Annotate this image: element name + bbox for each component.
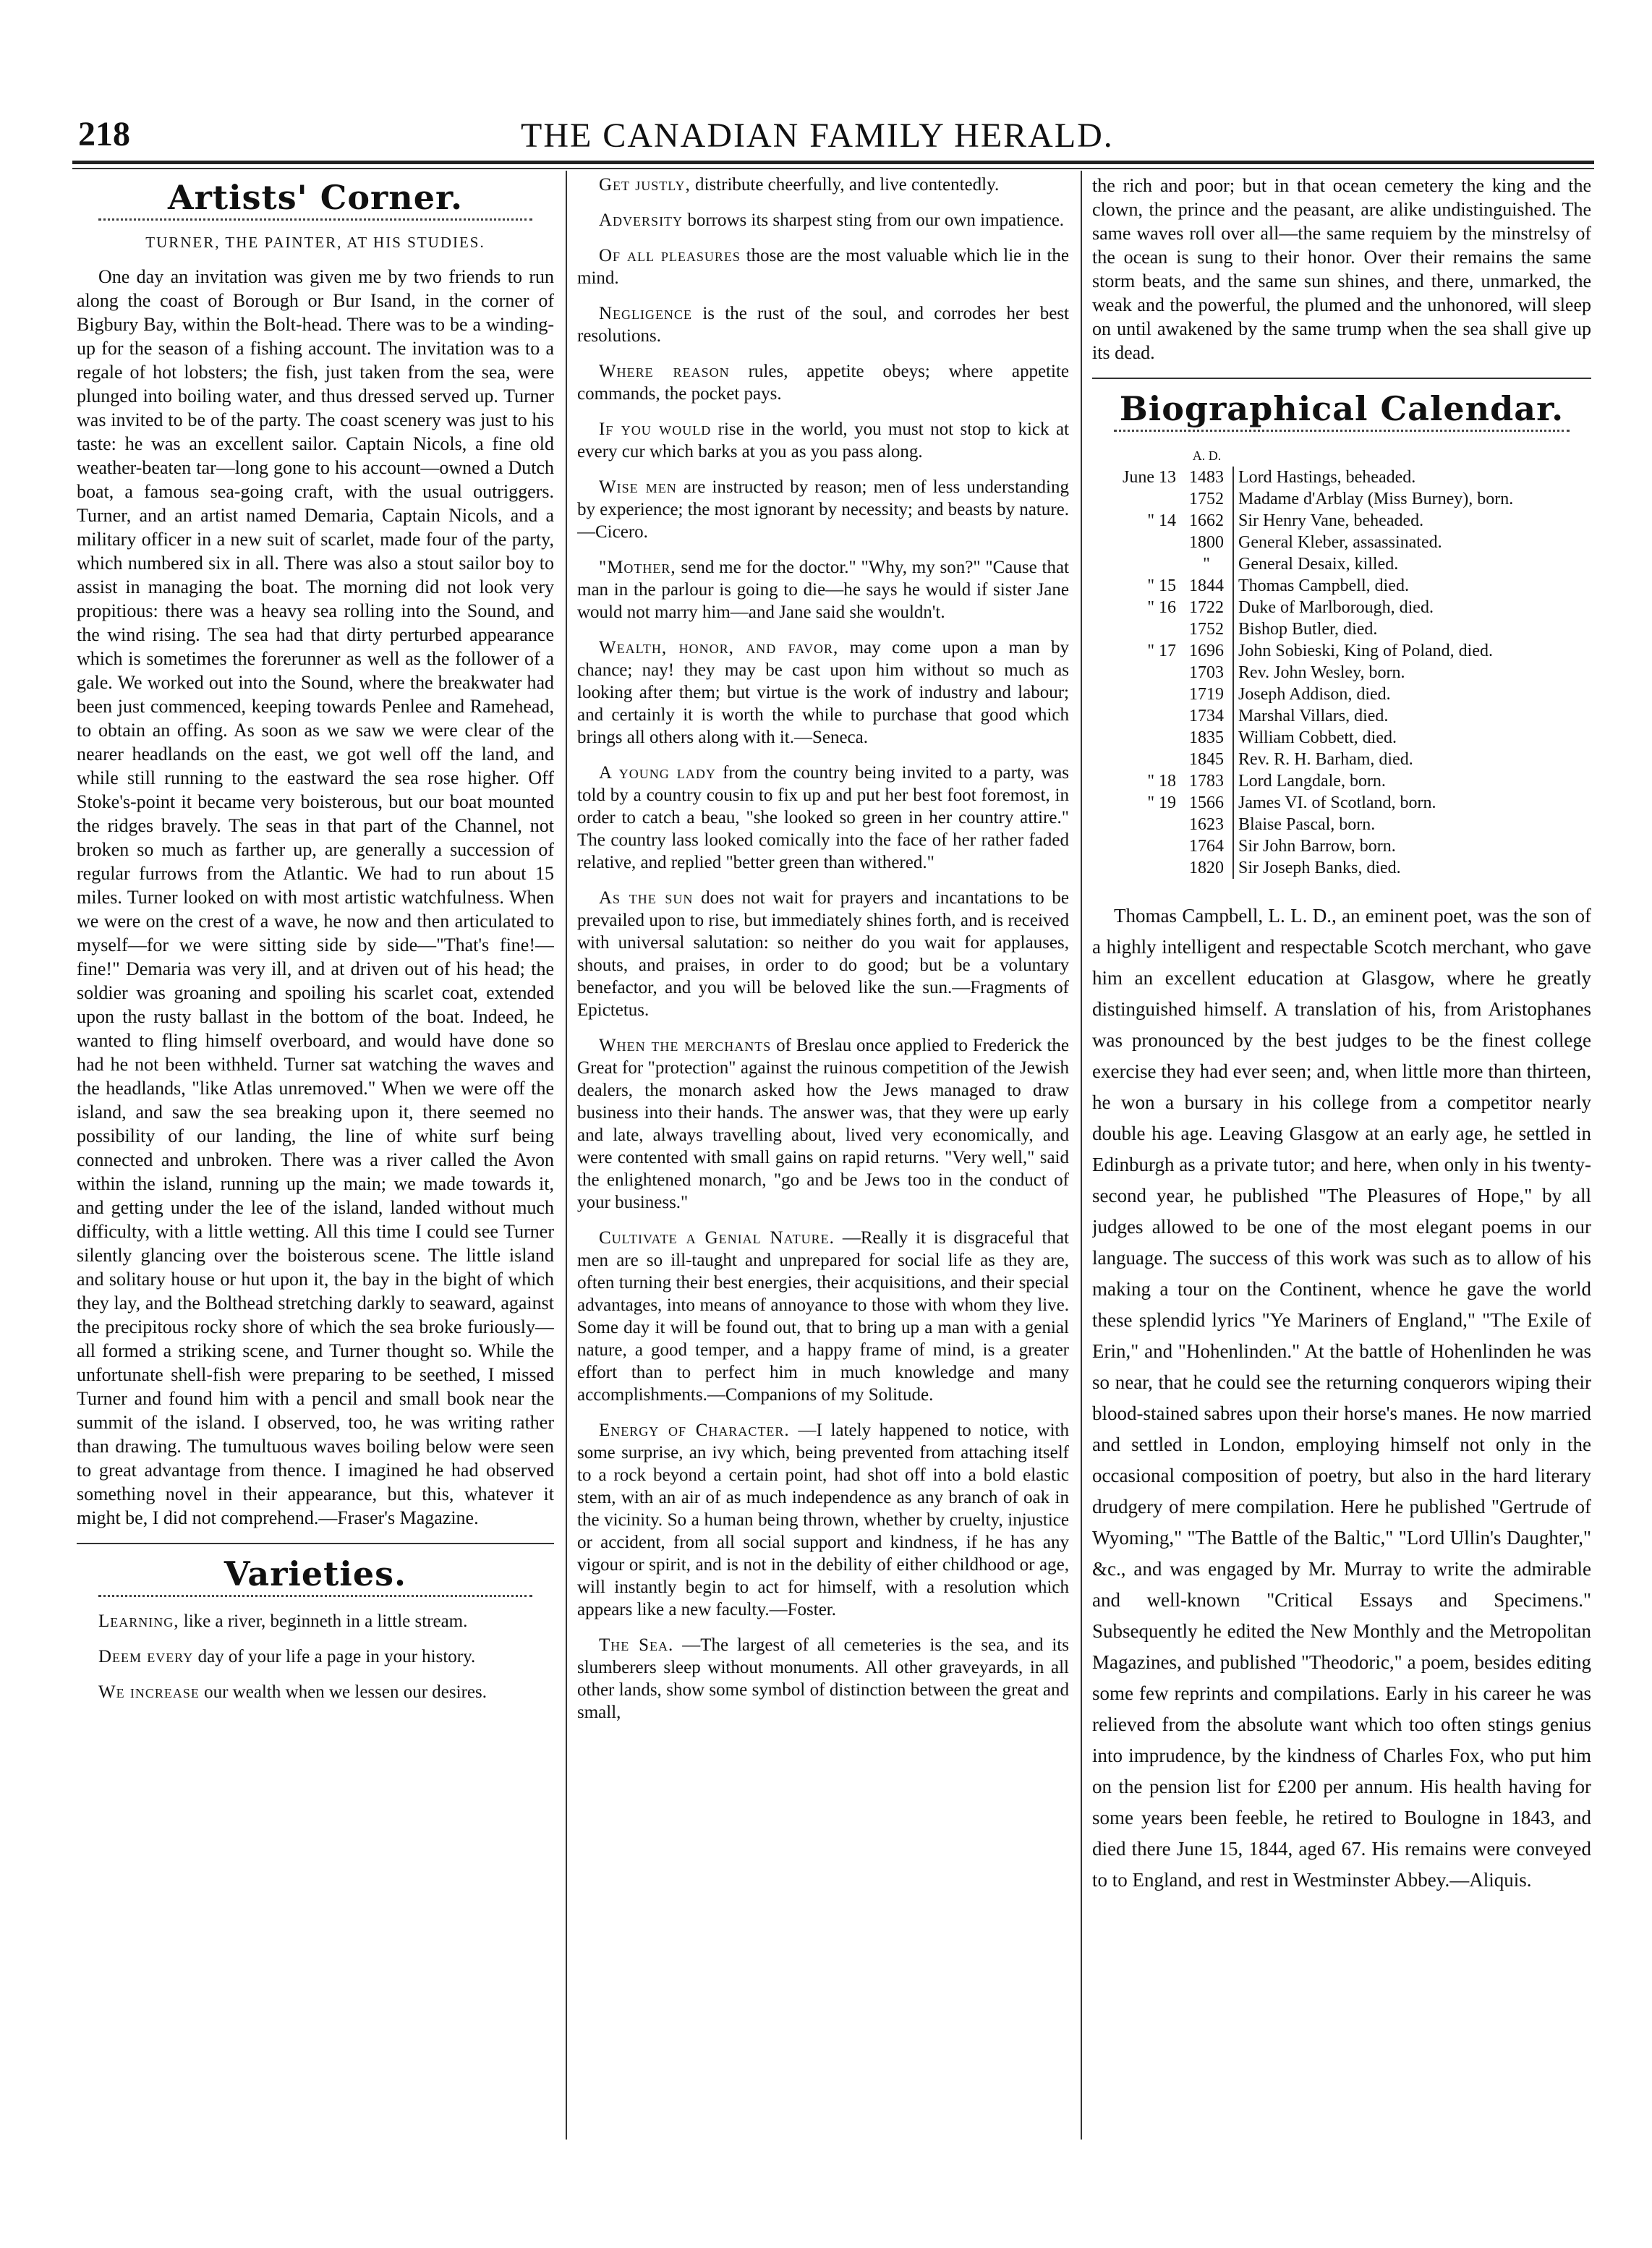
calendar-month: [1092, 662, 1180, 684]
calendar-year: 1752: [1180, 618, 1233, 640]
column-middle: [577, 174, 1069, 2140]
varieties-section: [77, 1554, 554, 1703]
calendar-year: 1752: [1180, 488, 1233, 510]
calendar-month: [1092, 684, 1180, 705]
calendar-header-row: [1092, 445, 1591, 467]
article-subheading: TURNER, THE PAINTER, AT HIS STUDIES.: [145, 234, 485, 251]
calendar-month: [1092, 553, 1180, 575]
calendar-event: Sir John Barrow, born.: [1238, 837, 1396, 856]
calendar-year: 1845: [1180, 749, 1233, 770]
column-divider: [566, 171, 567, 2140]
calendar-month: " 14: [1147, 511, 1176, 530]
calendar-row: [1092, 597, 1591, 618]
calendar-event: Duke of Marlborough, died.: [1238, 598, 1434, 617]
calendar-year: 1734: [1180, 705, 1233, 727]
variety-item: Cultivate a Genial Nature. —Really it is disgraceful that men are so ill-taught and unprepared for social life as they are, often turning their best energies, their acquisitions, and their special advantages, into means of annoyance to those with whom they live. Some day it will be found out, that to bring up a man with a genial nature, a good temper, and a happy frame of mind, is a greater effort than to perfect him in much knowledge and many accomplishments.—Companions of my Solitude.: [577, 1228, 1069, 1405]
calendar-row: [1092, 835, 1591, 857]
header-rule-thin: [72, 168, 1594, 169]
calendar-year: 1844: [1180, 575, 1233, 597]
calendar-month: " 19: [1147, 793, 1176, 812]
calendar-row: [1092, 770, 1591, 792]
header-rule: [72, 161, 1594, 164]
calendar-event: Marshal Villars, died.: [1238, 707, 1389, 725]
calendar-month: [1092, 857, 1180, 879]
calendar-year: 1703: [1180, 662, 1233, 684]
variety-item: A young lady from the country being invited to a party, was told by a country cousin to fix up and put her best foot foremost, in order to catch a beau, "she looked so green in her country attire." The country lass looked comically into the face of her rather faded relative, and replied "better green than withered.": [577, 763, 1069, 872]
calendar-row: [1092, 792, 1591, 814]
calendar-year: 1820: [1180, 857, 1233, 879]
column-right: [1092, 174, 1591, 2140]
calendar-month: " 17: [1147, 642, 1176, 660]
calendar-row: [1092, 662, 1591, 684]
masthead-title: THE CANADIAN FAMILY HERALD.: [521, 116, 1114, 155]
calendar-event: Thomas Campbell, died.: [1238, 576, 1409, 595]
calendar-year: 1835: [1180, 727, 1233, 749]
ornament-rule: [98, 1595, 532, 1597]
calendar-event: William Cobbett, died.: [1238, 728, 1397, 747]
column-divider: [1081, 171, 1082, 2140]
calendar-row: [1092, 553, 1591, 575]
calendar-year: 1483: [1180, 467, 1233, 488]
variety-item: Deem every day of your life a page in your history.: [98, 1647, 476, 1666]
calendar-event: Joseph Addison, died.: [1238, 685, 1391, 704]
column-left: [77, 174, 554, 2140]
calendar-row: [1092, 532, 1591, 553]
calendar-row: [1092, 857, 1591, 879]
calendar-row: [1092, 684, 1591, 705]
calendar-month: [1092, 814, 1180, 835]
variety-item: When the merchants of Breslau once applied to Frederick the Great for "protection" against the ruinous competition of the Jewish dealers, the monarch asked how the Jews managed to draw business into their hands. The answer was, that they were up early and late, always travelling about, lived very economically, and were contented with small gains on rapid returns. "Very well," said the enlightened monarch, "go and be Jews too in the conduct of your business.": [577, 1036, 1069, 1212]
calendar-month: [1092, 488, 1180, 510]
variety-item: As the sun does not wait for prayers and incantations to be prevailed upon to rise, but immediately shines forth, and is received with universal salutation: so neither do you wait for applauses, shouts, and praises, in order to do good; but be a voluntary benefactor, and you will be beloved like the sun.—Fragments of Epictetus.: [577, 888, 1069, 1020]
calendar-row: [1092, 640, 1591, 662]
turner-article-body: One day an invitation was given me by two friends to run along the coast of Borough or Bur Isand, in the corner of Bigbury Bay, within the Bolt-head. There was to be a winding-up for the season of a fishing account. The invitation was to a regale of hot lobsters; the fish, just taken from the sea, were plunged into boiling water, and thus dressed served up. Turner was invited to be of the party. The coast scenery was just to his taste: he was an excellent sailor. Captain Nicols, a fine old weather-beaten tar—long gone to his account—owned a Dutch boat, a famous sea-going craft, with the usual outriggers. Turner, and an artist named Demaria, Captain Nicols, and a military officer in a new suit of scarlet, made four of the party, which numbered six in all. There was also a stout sailor boy to assist in managing the boat. The morning did not look very propitious: there was a heavy sea rolling into the Sound, and the wind rising. The sea had that dirty perturbed appearance which is sometimes the forerunner as well as the follower of a gale. We worked out into the Sound, where the breakwater had been just commenced, keeping towards Penlee and Ramehead, to obtain an offing. As soon as we saw we were clear of the nearer headlands on the east, we got well off the land, and while still running to the eastward the sea rose higher. Off Stoke's-point it became very boisterous, but our boat mounted the ridges bravely. The seas in that part of the Channel, not broken so much as farther up, are generally a succession of regular furrows from the Atlantic. We had to run about 15 miles. Turner looked on with most artistic watchfulness. When we were on the crest of a wave, he now and then articulated to myself—for we were sitting side by side—"That's fine!—fine!" Demaria was very ill, and at driven out of his head; the soldier was groaning and spoiling his scarlet coat, extended upon the rusty ballast in the bottom of the boat. Indeed, he wanted to fling himself overboard, and would have done so had he not been withheld. Turner sat watching the waves and the headlands, "like Atlas unremoved." When we were off the island, and saw the sea breaking upon it, there seemed no possibility of our landing, the line of white surf being connected and unbroken. There was a river called the Avon within the island, running up the main; we made towards it, and getting under the lee of the island, landed without much difficulty, with a little wetting. All this time I could see Turner silently glancing over the boisterous scene. The little island and solitary house or hut upon it, the bay in the bight of which they lay, and the Bolthead stretching darkly to seaward, against the precipitous rocky shore of which the sea broke furiously—all formed a striking scene, and Turner thought so. While the unfortunate shell-fish were preparing to be seethed, I missed Turner and found him with a pencil and small book near the summit of the island. I observed, too, he was writing rather than drawing. The tumultuous waves boiling below were seen to great advantage from thence. I imagined he had observed something novel in their appearance, but this, whatever it might be, I did not comprehend.—Fraser's Magazine.: [77, 266, 554, 1528]
calendar-row: [1092, 618, 1591, 640]
variety-item: "Mother, send me for the doctor." "Why, my son?" "Cause that man in the parlour is going to die—he says he would if sister Jane would not marry him—and Jane said she wouldn't.: [577, 558, 1069, 622]
variety-item: Wealth, honor, and favor, may come upon a man by chance; nay! they may be cast upon him without so much as looking after them; but virtue is the work of industry and labour; and certainly it is worth the while to purchase that good which brings all others along with it.—Seneca.: [577, 638, 1069, 747]
calendar-year: 1719: [1180, 684, 1233, 705]
calendar-row: [1092, 510, 1591, 532]
calendar-event: James VI. of Scotland, born.: [1238, 793, 1436, 812]
calendar-year: 1783: [1180, 770, 1233, 792]
variety-item: Energy of Character. —I lately happened to notice, with some surprise, an ivy which, being prevented from attaching itself to a rock beyond a certain point, had shot off into a bold elastic stem, with an air of as much independence as any branch of oak in the vicinity. So a human being thrown, whether by cruelty, injustice or accident, from all social support and kindness, if he has any vigour or spirit, and is not in the debility of either childhood or age, will instantly begin to act for himself, with a resolution which appears like a new faculty.—Foster.: [577, 1421, 1069, 1619]
variety-item: Of all pleasures those are the most valuable which lie in the mind.: [577, 246, 1069, 288]
variety-item: Negligence is the rust of the soul, and corrodes her best resolutions.: [577, 304, 1069, 346]
calendar-year: ": [1180, 553, 1233, 575]
calendar-row: [1092, 727, 1591, 749]
ornament-rule: [98, 218, 532, 221]
varieties-heading: Varieties.: [223, 1554, 407, 1593]
calendar-year: 1566: [1180, 792, 1233, 814]
campbell-biography: [1092, 901, 1591, 1896]
calendar-event: Sir Joseph Banks, died.: [1238, 859, 1401, 877]
artists-corner-heading: Artists' Corner.: [167, 178, 464, 217]
calendar-row: [1092, 705, 1591, 727]
variety-item: Learning, like a river, beginneth in a little stream.: [98, 1612, 468, 1631]
variety-item: If you would rise in the world, you must not stop to kick at every cur which barks at you as you pass along.: [577, 420, 1069, 461]
page-number: 218: [78, 115, 130, 153]
calendar-row: [1092, 467, 1591, 488]
section-rule: [1092, 378, 1591, 379]
variety-item: Get justly, distribute cheerfully, and live contentedly.: [599, 175, 1000, 195]
calendar-year: 1662: [1180, 510, 1233, 532]
calendar-row: [1092, 575, 1591, 597]
calendar-month: [1092, 532, 1180, 553]
calendar-event: Lord Langdale, born.: [1238, 772, 1386, 791]
calendar-year: 1800: [1180, 532, 1233, 553]
calendar-event: Sir Henry Vane, beheaded.: [1238, 511, 1424, 530]
calendar-year: 1764: [1180, 835, 1233, 857]
biography-text: Thomas Campbell, L. L. D., an eminent poet, was the son of a highly intelligent and respectable Scotch merchant, who gave him an excellent education at Glasgow, where he greatly distinguished himself. A translation of his, from Aristophanes was pronounced by the best judges to be the finest college exercise they had ever seen; and, when little more than thirteen, he won a bursary in his college from a competitor nearly double his age. Leaving Glasgow at an early age, he settled in Edinburgh as a private tutor; and here, when only in his twenty-second year, he published "The Pleasures of Hope," by all judges allowed to be one of the most elegant poems in our language. The success of this work was such as to allow of his making a tour on the Continent, whence he gave the world these splendid lyrics "Ye Mariners of England," "The Exile of Erin," and "Hohenlinden." At the battle of Hohenlinden he was so near, that he could see the returning conquerors wiping their blood-stained sabres upon their horse's manes. He now married and settled in London, employing himself not only in the occasional composition of poetry, but also in the hard literary drudgery of mere compilation. Here he published "Gertrude of Wyoming," "The Battle of the Baltic," "Lord Ullin's Daughter," &c., and was engaged by Mr. Murray to write the admirable and well-known "Critical Essays and Specimens." Subsequently he edited the New Monthly and the Metropolitan Magazines, and published "Theodoric," a poem, besides editing some few reprints and compilations. Early in his career he was relieved from the absolute want which too often stings genius into imprudence, by the kindness of Charles Fox, who put him on the pension list for £200 per annum. His health having for some years been feeble, he retired to Boulogne in 1843, and died there June 15, 1844, aged 67. His remains were conveyed to to England, and rest in Westminster Abbey.—Aliquis.: [1092, 905, 1591, 1891]
calendar-month: " 18: [1147, 772, 1176, 791]
calendar-row: [1092, 488, 1591, 510]
calendar-month: [1092, 835, 1180, 857]
ornament-rule: [1114, 430, 1570, 432]
variety-item: Adversity borrows its sharpest sting from our own impatience.: [599, 210, 1065, 230]
calendar-month: [1092, 727, 1180, 749]
calendar-event: Rev. R. H. Barham, died.: [1238, 750, 1413, 769]
section-rule: [77, 1543, 554, 1544]
calendar-event: Lord Hastings, beheaded.: [1238, 468, 1416, 487]
calendar-event: General Desaix, killed.: [1238, 555, 1399, 574]
calendar-event: General Kleber, assassinated.: [1238, 533, 1442, 552]
calendar-year: 1696: [1180, 640, 1233, 662]
calendar-month: [1092, 705, 1180, 727]
calendar-month: June 13: [1123, 468, 1176, 487]
ad-label: A. D.: [1192, 448, 1222, 463]
calendar-event: John Sobieski, King of Poland, died.: [1238, 642, 1493, 660]
calendar-table: [1092, 445, 1591, 879]
calendar-month: " 16: [1147, 598, 1176, 617]
calendar-year: 1722: [1180, 597, 1233, 618]
calendar-month: [1092, 749, 1180, 770]
calendar-month: [1092, 618, 1180, 640]
sea-continued-text: the rich and poor; but in that ocean cemetery the king and the clown, the prince and the peasant, are alike undistinguished. The same waves roll over all—the same requiem by the minstrelsy of the ocean is sung to their honor. Over their remains the same storm beats, and the same sun shines, and there, unmarked, the weak and the powerful, the plumed and the unhonored, will sleep on until awakened by the same trump when the sea shall give up its dead.: [1092, 175, 1591, 363]
calendar-event: Rev. John Wesley, born.: [1238, 663, 1405, 682]
variety-item: Where reason rules, appetite obeys; where appetite commands, the pocket pays.: [577, 362, 1069, 404]
calendar-month: " 15: [1147, 576, 1176, 595]
variety-item: Wise men are instructed by reason; men of less understanding by experience; the most ignorant by necessity; and beasts by nature.—Cicero.: [577, 477, 1069, 542]
biographical-calendar-heading: Biographical Calendar.: [1119, 389, 1564, 428]
calendar-event: Blaise Pascal, born.: [1238, 815, 1376, 834]
calendar-row: [1092, 814, 1591, 835]
calendar-row: [1092, 749, 1591, 770]
calendar-year: 1623: [1180, 814, 1233, 835]
calendar-event: Madame d'Arblay (Miss Burney), born.: [1238, 490, 1514, 508]
variety-item: The Sea. —The largest of all cemeteries is the sea, and its slumberers sleep without monuments. All other graveyards, in all other lands, show some symbol of distinction between the great and small,: [577, 1635, 1069, 1722]
calendar-event: Bishop Butler, died.: [1238, 620, 1378, 639]
variety-item: We increase our wealth when we lessen our desires.: [98, 1682, 487, 1702]
